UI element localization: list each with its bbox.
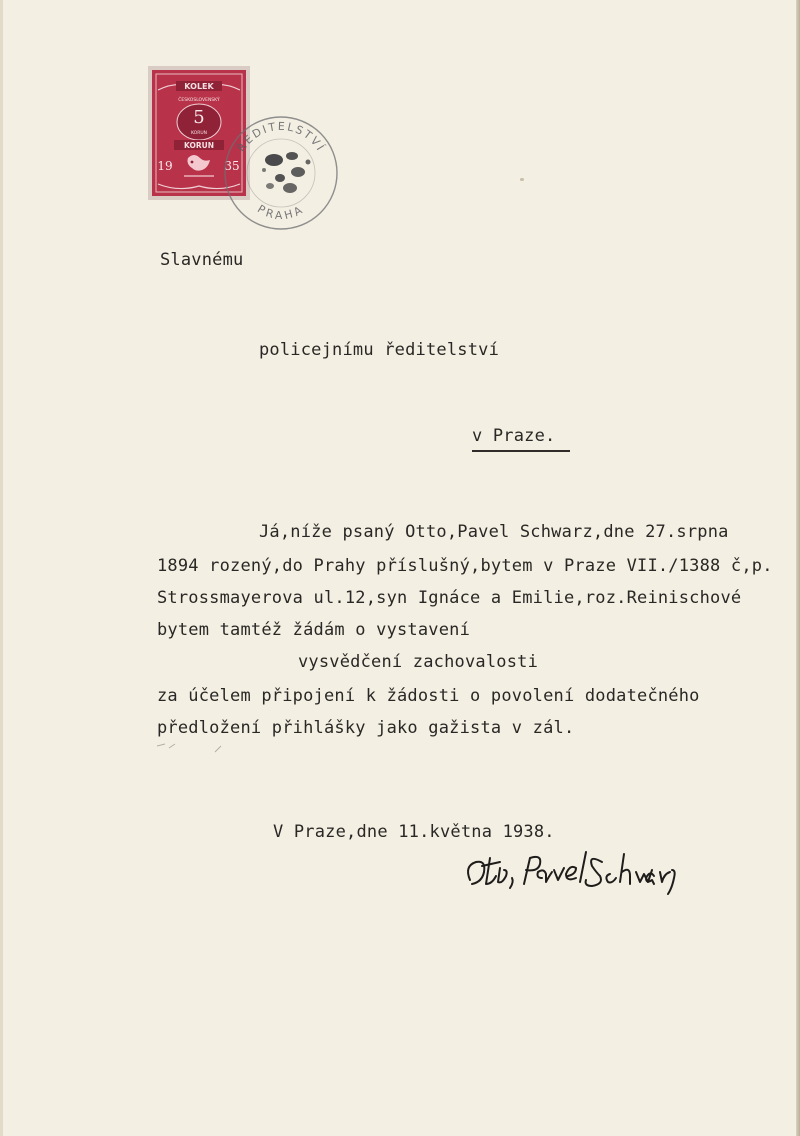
- paper-edge-right: [796, 0, 800, 1136]
- stamp-year-left: 19: [157, 159, 173, 173]
- handwritten-signature: [460, 848, 680, 902]
- paper-speck: [520, 178, 524, 181]
- stamp-top-text: KOLEK: [184, 82, 214, 91]
- date-line: V Praze,dne 11.května 1938.: [273, 822, 555, 842]
- body-line-4: bytem tamtéž žádám o vystavení: [157, 620, 471, 640]
- salutation-line-3: v Praze.: [472, 426, 556, 446]
- postmark-graphic: [216, 108, 346, 238]
- pencil-mark-graphic: [155, 728, 225, 758]
- postmark-top-text: ŘEDITELSTVÍ: [234, 119, 328, 155]
- body-line-3: Strossmayerova ul.12,syn Ignáce a Emilie,roz.Reinischové: [157, 588, 742, 608]
- body-line-6: za účelem připojení k žádosti o povolení dodatečného: [157, 686, 700, 706]
- stamp-country-text: ČESKOSLOVENSKÝ: [178, 98, 220, 103]
- salutation-underline: [472, 450, 570, 452]
- body-line-2: 1894 rozený,do Prahy příslušný,bytem v Praze VII./1388 č,p.: [157, 556, 773, 576]
- body-line-1: Já,níže psaný Otto,Pavel Schwarz,dne 27.srpna: [259, 522, 729, 542]
- body-line-5: vysvědčení zachovalosti: [298, 652, 539, 672]
- postmark-seal: [216, 108, 346, 242]
- postmark-ink-blots: [262, 152, 311, 193]
- salutation-line-2: policejnímu ředitelství: [259, 340, 500, 360]
- salutation-line-1: Slavnému: [160, 250, 244, 270]
- stamp-year-right: 35: [224, 159, 240, 173]
- stamp-value: 5: [193, 107, 205, 128]
- body-line-7: předložení přihlášky jako gažista v zál.: [157, 718, 575, 738]
- stamp-unit: KORUN: [184, 141, 214, 150]
- paper-edge-left: [0, 0, 3, 1136]
- postmark-bottom-text: PRAHA: [255, 202, 307, 223]
- stamp-unit-small: KORUN: [190, 131, 208, 136]
- signature-graphic: [460, 848, 680, 898]
- pencil-mark: [155, 728, 225, 762]
